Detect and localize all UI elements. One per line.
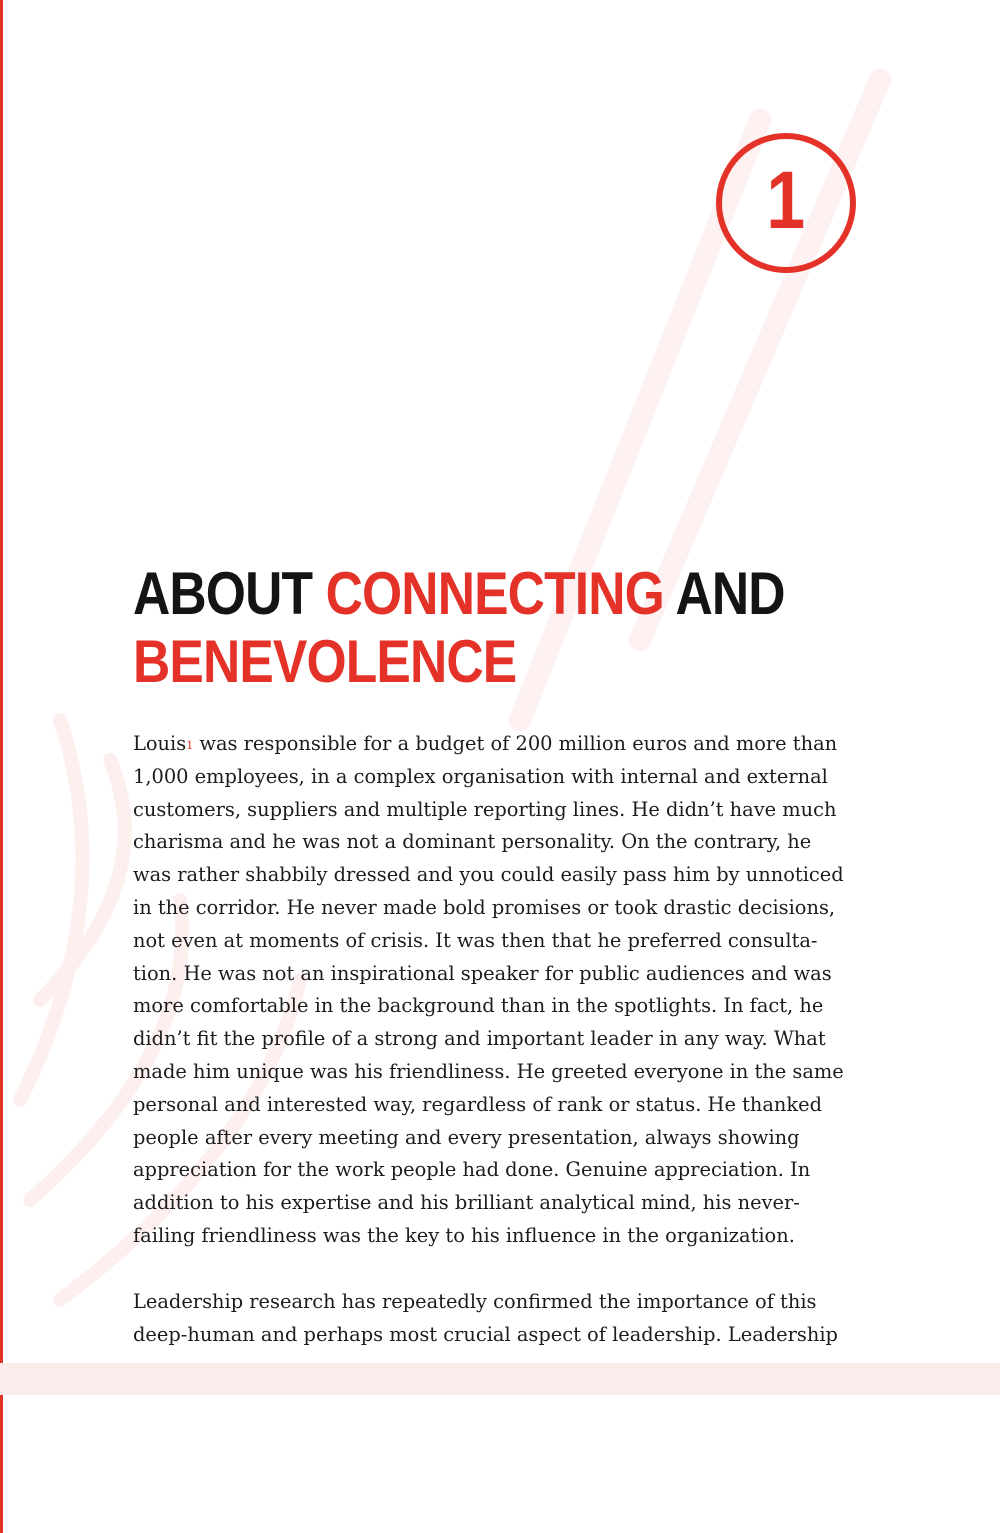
paragraph-line: was rather shabbily dressed and you could easily pass him by unnoticed xyxy=(133,863,844,887)
title-word-benevolence: BENEVOLENCE xyxy=(133,628,517,695)
paragraph-line: addition to his expertise and his brilliant analytical mind, his never- xyxy=(133,1191,800,1215)
title-word-connecting: CONNECTING xyxy=(325,560,664,627)
paragraph-1 xyxy=(133,728,873,1253)
chapter-title xyxy=(133,560,787,696)
paragraph-line: people after every meeting and every presentation, always showing xyxy=(133,1125,800,1149)
paragraph-line: not even at moments of crisis. It was then that he preferred consulta- xyxy=(133,928,818,952)
paragraph-2 xyxy=(133,1286,873,1352)
paragraph-line: didn’t fit the profile of a strong and important leader in any way. What xyxy=(133,1027,826,1051)
paragraph-line: in the corridor. He never made bold promises or took drastic decisions, xyxy=(133,895,836,919)
title-word-and: AND xyxy=(675,560,785,627)
paragraph-line: tion. He was not an inspirational speaker for public audiences and was xyxy=(133,961,832,985)
chapter-number-badge xyxy=(716,133,856,273)
chapter-number: 1 xyxy=(766,155,806,246)
watermark-band xyxy=(0,1363,1000,1395)
paragraph-line: Louis$^1$ was responsible for a budget of 200 million euros and more than xyxy=(133,732,838,755)
paragraph-line: failing friendliness was the key to his influence in the organization. xyxy=(133,1223,795,1247)
paragraph-line: made him unique was his friendliness. He greeted everyone in the same xyxy=(133,1059,844,1083)
paragraph-line: appreciation for the work people had done. Genuine appreciation. In xyxy=(133,1158,811,1182)
paragraph-line: more comfortable in the background than in the spotlights. In fact, he xyxy=(133,994,824,1018)
paragraph-line: 1,000 employees, in a complex organisation with internal and external xyxy=(133,764,828,788)
paragraph-line: Leadership research has repeatedly confirmed the importance of this xyxy=(133,1289,817,1313)
paragraph-line: charisma and he was not a dominant personality. On the contrary, he xyxy=(133,830,812,854)
paragraph-line: personal and interested way, regardless of rank or status. He thanked xyxy=(133,1092,823,1116)
footnote-reference[interactable]: 1 xyxy=(186,739,194,752)
title-word-about: ABOUT xyxy=(133,560,313,627)
body-text xyxy=(133,728,873,1351)
character-name: Louis xyxy=(133,732,187,755)
paragraph-line: customers, suppliers and multiple reporting lines. He didn’t have much xyxy=(133,797,837,821)
paragraph-line: deep-human and perhaps most crucial aspect of leadership. Leadership xyxy=(133,1322,838,1346)
